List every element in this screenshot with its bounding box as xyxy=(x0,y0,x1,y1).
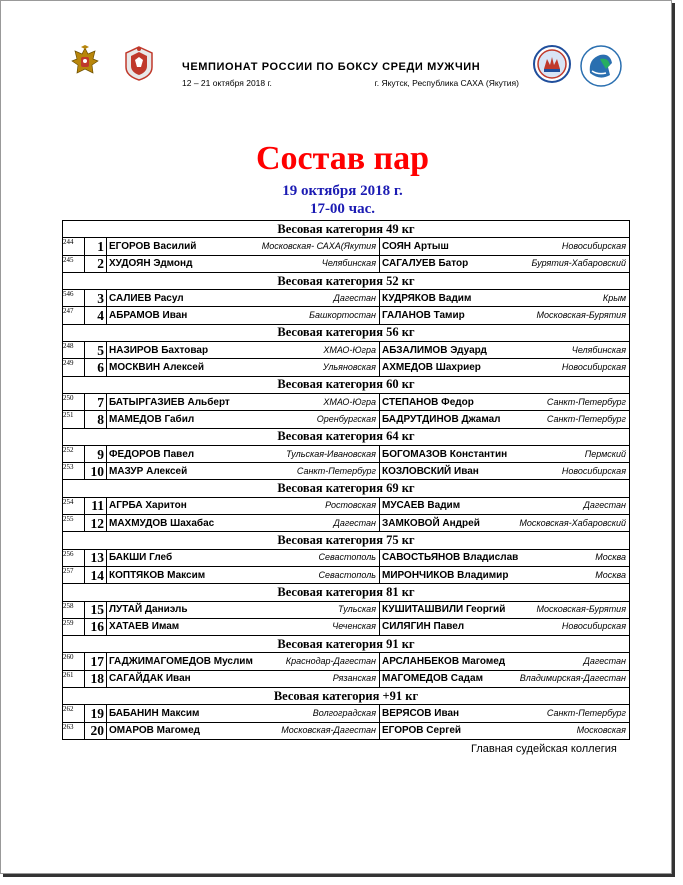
category-label: Весовая категория 56 кг xyxy=(63,324,630,341)
red-corner-cell xyxy=(107,307,380,324)
blue-corner-region: Дагестан xyxy=(583,500,626,511)
bout-number: 252 xyxy=(63,445,85,462)
red-corner-cell xyxy=(107,411,380,428)
blue-corner-name: ЗАМКОВОЙ Андрей xyxy=(382,517,480,529)
red-corner-region: ХМАО-Югра xyxy=(323,344,376,355)
red-corner-cell xyxy=(107,238,380,255)
pair-row xyxy=(63,601,630,618)
red-corner-name: АГРБА Харитон xyxy=(109,500,187,512)
category-label: Весовая категория 81 кг xyxy=(63,584,630,601)
blue-corner-cell xyxy=(380,549,630,566)
blue-corner-region: Московская-Бурятия xyxy=(536,310,626,321)
blue-corner-cell xyxy=(380,290,630,307)
blue-corner-name: СИЛЯГИН Павел xyxy=(382,621,465,633)
bout-number: 245 xyxy=(63,255,85,272)
pair-row xyxy=(63,566,630,583)
bout-number: 253 xyxy=(63,463,85,480)
category-label: Весовая категория 49 кг xyxy=(63,221,630,238)
blue-corner-cell xyxy=(380,255,630,272)
red-corner-name: БАБАНИН Максим xyxy=(109,707,200,719)
red-corner-region: Ростовская xyxy=(325,500,376,511)
category-row xyxy=(63,480,630,497)
red-corner-name: ОМАРОВ Магомед xyxy=(109,725,200,737)
red-corner-region: Волгоградская xyxy=(312,707,376,718)
pair-order: 16 xyxy=(85,618,107,635)
blue-corner-cell xyxy=(380,463,630,480)
pair-row xyxy=(63,342,630,359)
blue-corner-cell xyxy=(380,342,630,359)
pair-order: 3 xyxy=(85,290,107,307)
blue-corner-cell xyxy=(380,445,630,462)
blue-corner-name: БОГОМАЗОВ Константин xyxy=(382,448,508,460)
bout-number: 250 xyxy=(63,393,85,410)
red-corner-cell xyxy=(107,566,380,583)
category-row xyxy=(63,688,630,705)
red-corner-region: Чеченская xyxy=(332,621,376,632)
pair-order: 6 xyxy=(85,359,107,376)
bout-number: 244 xyxy=(63,238,85,255)
blue-corner-region: Московская xyxy=(576,725,626,736)
category-label: Весовая категория 64 кг xyxy=(63,428,630,445)
blue-corner-name: АРСЛАНБЕКОВ Магомед xyxy=(382,656,506,668)
blue-corner-region: Московская-Хабаровский xyxy=(519,517,626,528)
red-corner-region: Оренбургская xyxy=(316,413,376,424)
red-corner-name: ХУДОЯН Эдмонд xyxy=(109,258,193,270)
blue-corner-name: БАДРУТДИНОВ Джамал xyxy=(382,413,501,425)
red-corner-cell xyxy=(107,653,380,670)
red-corner-region: Краснодар-Дагестан xyxy=(285,656,376,667)
pair-order: 20 xyxy=(85,722,107,739)
red-corner-name: БАКШИ Глеб xyxy=(109,552,173,564)
blue-corner-cell xyxy=(380,411,630,428)
red-corner-region: Московская-Дагестан xyxy=(281,725,376,736)
red-corner-name: НАЗИРОВ Бахтовар xyxy=(109,344,209,356)
category-label: Весовая категория 60 кг xyxy=(63,376,630,393)
red-corner-region: Севастополь xyxy=(318,552,376,563)
blue-corner-region: Крым xyxy=(602,292,626,303)
bout-number: 263 xyxy=(63,722,85,739)
blue-corner-region: Санкт-Петербург xyxy=(546,413,626,424)
blue-corner-cell xyxy=(380,601,630,618)
blue-corner-cell xyxy=(380,238,630,255)
blue-corner-name: АХМЕДОВ Шахриер xyxy=(382,362,481,374)
pair-row xyxy=(63,653,630,670)
pair-order: 1 xyxy=(85,238,107,255)
pair-row xyxy=(63,290,630,307)
page-title: Состав пар xyxy=(255,140,430,177)
blue-corner-cell xyxy=(380,359,630,376)
red-corner-name: ЕГОРОВ Василий xyxy=(109,240,197,252)
pair-order: 19 xyxy=(85,705,107,722)
red-corner-region: Челябинская xyxy=(321,258,376,269)
blue-corner-name: КУДРЯКОВ Вадим xyxy=(382,292,472,304)
red-corner-cell xyxy=(107,497,380,514)
pair-order: 7 xyxy=(85,393,107,410)
blue-corner-name: ЕГОРОВ Сергей xyxy=(382,725,462,737)
category-row xyxy=(63,584,630,601)
blue-corner-region: Владимирская-Дагестан xyxy=(519,673,626,684)
red-corner-name: КОПТЯКОВ Максим xyxy=(109,569,206,581)
bout-number: 546 xyxy=(63,290,85,307)
pair-row xyxy=(63,393,630,410)
red-corner-cell xyxy=(107,705,380,722)
pair-row xyxy=(63,445,630,462)
blue-corner-cell xyxy=(380,618,630,635)
red-corner-region: Рязанская xyxy=(332,673,376,684)
category-row xyxy=(63,428,630,445)
red-corner-cell xyxy=(107,601,380,618)
category-row xyxy=(63,532,630,549)
blue-corner-name: АБЗАЛИМОВ Эдуард xyxy=(382,344,487,356)
category-row xyxy=(63,272,630,289)
red-corner-cell xyxy=(107,722,380,739)
red-corner-name: САЛИЕВ Расул xyxy=(109,292,184,304)
pair-row xyxy=(63,411,630,428)
pair-row xyxy=(63,705,630,722)
pair-order: 17 xyxy=(85,653,107,670)
blue-corner-region: Санкт-Петербург xyxy=(546,707,626,718)
bout-number: 257 xyxy=(63,566,85,583)
pair-order: 4 xyxy=(85,307,107,324)
bout-number: 247 xyxy=(63,307,85,324)
blue-corner-name: СТЕПАНОВ Федор xyxy=(382,396,474,408)
blue-corner-cell xyxy=(380,566,630,583)
pair-row xyxy=(63,307,630,324)
red-corner-cell xyxy=(107,290,380,307)
blue-corner-region: Новосибирская xyxy=(561,621,626,632)
red-corner-region: Дагестан xyxy=(333,292,376,303)
pair-order: 13 xyxy=(85,549,107,566)
bout-number: 254 xyxy=(63,497,85,514)
blue-corner-region: Новосибирская xyxy=(561,362,626,373)
red-corner-region: Московская- САХА(Якутия xyxy=(261,240,376,251)
championship-title: ЧЕМПИОНАТ РОССИИ ПО БОКСУ СРЕДИ МУЖЧИН xyxy=(182,61,481,73)
blue-corner-region: Дагестан xyxy=(583,656,626,667)
category-label: Весовая категория 91 кг xyxy=(63,636,630,653)
red-corner-region: Севастополь xyxy=(318,569,376,580)
bout-number: 260 xyxy=(63,653,85,670)
red-corner-cell xyxy=(107,549,380,566)
blue-corner-region: Московская-Бурятия xyxy=(536,604,626,615)
bout-number: 249 xyxy=(63,359,85,376)
red-corner-name: БАТЫРГАЗИЕВ Альберт xyxy=(109,396,230,408)
pair-order: 12 xyxy=(85,515,107,532)
pair-order: 14 xyxy=(85,566,107,583)
page-date: 19 октября 2018 г. xyxy=(282,183,403,199)
blue-corner-cell xyxy=(380,497,630,514)
pair-order: 9 xyxy=(85,445,107,462)
category-label: Весовая категория +91 кг xyxy=(63,688,630,705)
red-corner-region: Дагестан xyxy=(333,517,376,528)
blue-corner-cell xyxy=(380,515,630,532)
red-corner-cell xyxy=(107,393,380,410)
red-corner-cell xyxy=(107,670,380,687)
red-corner-cell xyxy=(107,342,380,359)
pair-row xyxy=(63,238,630,255)
pairs-table xyxy=(62,220,630,740)
category-row xyxy=(63,324,630,341)
pair-order: 10 xyxy=(85,463,107,480)
blue-corner-name: МУСАЕВ Вадим xyxy=(382,500,461,512)
blue-corner-region: Пермский xyxy=(584,448,626,459)
pair-order: 15 xyxy=(85,601,107,618)
pair-order: 11 xyxy=(85,497,107,514)
pair-row xyxy=(63,359,630,376)
blue-corner-name: КОЗЛОВСКИЙ Иван xyxy=(382,465,479,477)
category-row xyxy=(63,636,630,653)
red-corner-cell xyxy=(107,618,380,635)
red-corner-name: ХАТАЕВ Имам xyxy=(109,621,180,633)
blue-corner-name: СОЯН Артыш xyxy=(382,240,449,252)
blue-corner-region: Челябинская xyxy=(571,344,626,355)
blue-corner-cell xyxy=(380,722,630,739)
blue-corner-name: САГАЛУЕВ Батор xyxy=(382,258,469,270)
blue-corner-region: Бурятия-Хабаровский xyxy=(531,258,626,269)
red-corner-name: МОСКВИН Алексей xyxy=(109,362,204,374)
yakutia-emblem-icon xyxy=(533,45,571,83)
bout-number: 259 xyxy=(63,618,85,635)
bout-number: 256 xyxy=(63,549,85,566)
blue-corner-cell xyxy=(380,653,630,670)
pair-order: 2 xyxy=(85,255,107,272)
red-corner-cell xyxy=(107,445,380,462)
red-corner-cell xyxy=(107,515,380,532)
bout-number: 248 xyxy=(63,342,85,359)
red-corner-region: Тульская-Ивановская xyxy=(286,448,376,459)
blue-corner-region: Москва xyxy=(595,552,626,563)
blue-corner-name: ГАЛАНОВ Тамир xyxy=(382,310,465,322)
bout-number: 255 xyxy=(63,515,85,532)
category-row xyxy=(63,376,630,393)
category-label: Весовая категория 75 кг xyxy=(63,532,630,549)
category-label: Весовая категория 69 кг xyxy=(63,480,630,497)
red-corner-region: Санкт-Петербург xyxy=(296,465,376,476)
blue-corner-name: САВОСТЬЯНОВ Владислав xyxy=(382,552,519,564)
sports-ministry-icon xyxy=(122,45,156,81)
championship-place: г. Якутск, Республика САХА (Якутия) xyxy=(374,78,519,88)
footer-signature: Главная судейская коллегия xyxy=(471,743,617,755)
red-corner-name: ГАДЖИМАГОМЕДОВ Муслим xyxy=(109,656,253,668)
pair-row xyxy=(63,549,630,566)
pair-row xyxy=(63,255,630,272)
pair-order: 18 xyxy=(85,670,107,687)
blue-corner-name: МИРОНЧИКОВ Владимир xyxy=(382,569,509,581)
blue-corner-cell xyxy=(380,393,630,410)
red-corner-name: МАЗУР Алексей xyxy=(109,465,188,477)
blue-corner-region: Москва xyxy=(595,569,626,580)
boxing-federation-icon xyxy=(580,45,622,87)
red-corner-name: САГАЙДАК Иван xyxy=(109,673,191,685)
blue-corner-region: Санкт-Петербург xyxy=(546,396,626,407)
bout-number: 262 xyxy=(63,705,85,722)
pair-row xyxy=(63,618,630,635)
pair-row xyxy=(63,670,630,687)
coat-of-arms-icon xyxy=(71,45,99,79)
red-corner-region: Башкортостан xyxy=(309,310,376,321)
pair-row xyxy=(63,515,630,532)
blue-corner-cell xyxy=(380,705,630,722)
category-row xyxy=(63,221,630,238)
pair-row xyxy=(63,463,630,480)
red-corner-region: Ульяновская xyxy=(322,362,376,373)
red-corner-name: ФЕДОРОВ Павел xyxy=(109,448,195,460)
red-corner-cell xyxy=(107,359,380,376)
blue-corner-cell xyxy=(380,307,630,324)
red-corner-cell xyxy=(107,463,380,480)
bout-number: 258 xyxy=(63,601,85,618)
blue-corner-name: МАГОМЕДОВ Садам xyxy=(382,673,483,685)
red-corner-name: МАХМУДОВ Шахабас xyxy=(109,517,215,529)
blue-corner-cell xyxy=(380,670,630,687)
bout-number: 261 xyxy=(63,670,85,687)
pair-order: 5 xyxy=(85,342,107,359)
blue-corner-name: КУШИТАШВИЛИ Георгий xyxy=(382,604,506,616)
page-time: 17-00 час. xyxy=(309,201,376,217)
red-corner-cell xyxy=(107,255,380,272)
red-corner-name: ЛУТАЙ Даниэль xyxy=(109,604,188,616)
pair-order: 8 xyxy=(85,411,107,428)
blue-corner-region: Новосибирская xyxy=(561,240,626,251)
championship-dates: 12 – 21 октября 2018 г. xyxy=(182,78,272,88)
blue-corner-region: Новосибирская xyxy=(561,465,626,476)
bout-number: 251 xyxy=(63,411,85,428)
pair-row xyxy=(63,722,630,739)
blue-corner-name: ВЕРЯСОВ Иван xyxy=(382,707,460,719)
red-corner-region: ХМАО-Югра xyxy=(323,396,376,407)
red-corner-name: АБРАМОВ Иван xyxy=(109,310,188,322)
red-corner-name: МАМЕДОВ Габил xyxy=(109,413,195,425)
pair-row xyxy=(63,497,630,514)
category-label: Весовая категория 52 кг xyxy=(63,272,630,289)
red-corner-region: Тульская xyxy=(338,604,376,615)
